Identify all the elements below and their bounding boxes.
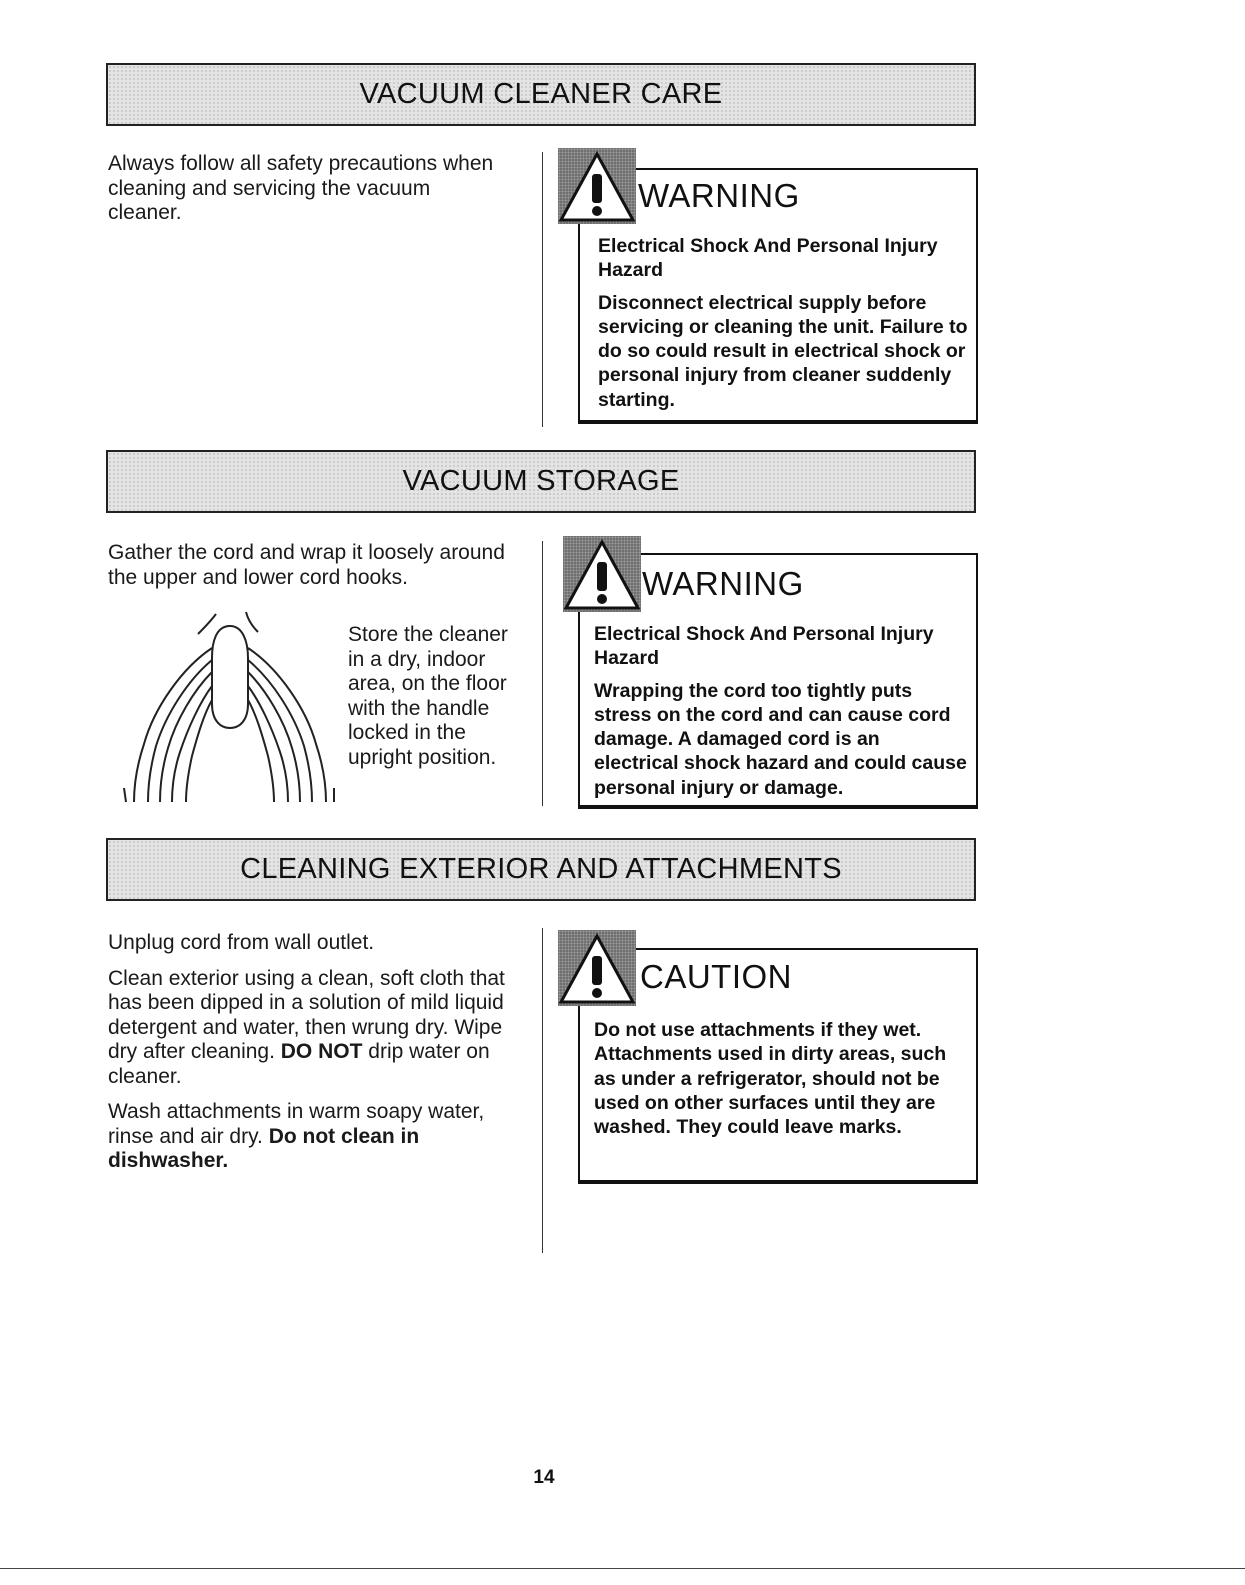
warning-title: WARNING [642,565,804,602]
page-number: 14 [533,1467,555,1488]
care-instructions [108,152,508,237]
column-divider [542,152,543,427]
warning-message: Disconnect electrical supply before servicing or cleaning the unit. Failure to do so could result in electrical shock or personal injury from cleaner suddenly starting. [598,291,968,411]
cleaning-instructions [108,931,518,1185]
warning-triangle-icon [558,148,636,224]
care-text: Always follow all safety precautions when cleaning and servicing the vacuum cleaner. [108,152,494,224]
caution-box [578,948,978,1184]
exterior-emphasis: DO NOT [280,1040,363,1063]
cleaning-step-unplug: Unplug cord from wall outlet. [108,931,375,954]
heading-cleaning-exterior [106,838,976,901]
warning-message: Wrapping the cord too tightly puts stress on the cord and can cause cord damage. A damaged cord is an electrical shock hazard and could cause personal injury or damage. [594,679,967,799]
heading-vacuum-storage [106,450,976,513]
storage-instructions [108,541,518,601]
warning-title: WARNING [638,177,800,214]
heading-vacuum-cleaner-care [106,63,976,126]
warning-hazard: Electrical Shock And Personal Injury Hazard [594,623,934,670]
heading-text: VACUUM STORAGE [402,465,680,497]
attachments-text: Wash attachments in warm soapy water, rinse and air dry. [108,1100,485,1148]
warning-box-care [578,168,978,424]
caution-title: CAUTION [640,958,792,995]
warning-triangle-icon [563,536,641,612]
attachments-emphasis: Do not clean in dishwasher. [108,1124,420,1172]
cord-hook-illustration [112,608,344,804]
storage-text: Gather the cord and wrap it loosely around the upper and lower cord hooks. [108,541,505,589]
column-divider [542,541,543,806]
store-text: Store the cleaner in a dry, indoor area, on the floor with the handle locked in the upright position. [348,623,508,769]
column-divider [542,928,543,1253]
cleaning-step-attachments [108,1100,518,1174]
exterior-text-end: drip water on cleaner. [108,1040,490,1088]
cleaning-step-exterior [108,967,518,1090]
warning-triangle-icon [558,930,636,1006]
store-instructions [348,623,518,781]
exterior-text: Clean exterior using a clean, soft cloth that has been dipped in a solution of mild liquid detergent and water, then wrung dry. Wipe dry after cleaning. [108,966,505,1063]
bottom-rule [0,1568,1245,1569]
heading-text: CLEANING EXTERIOR AND ATTACHMENTS [240,853,842,885]
heading-text: VACUUM CLEANER CARE [359,78,723,110]
caution-message: Do not use attachments if they wet. Attachments used in dirty areas, such as under a refrigerator, should not be used on other surfaces until they are washed. They could leave marks. [594,1019,947,1139]
warning-hazard: Electrical Shock And Personal Injury Hazard [598,235,938,282]
